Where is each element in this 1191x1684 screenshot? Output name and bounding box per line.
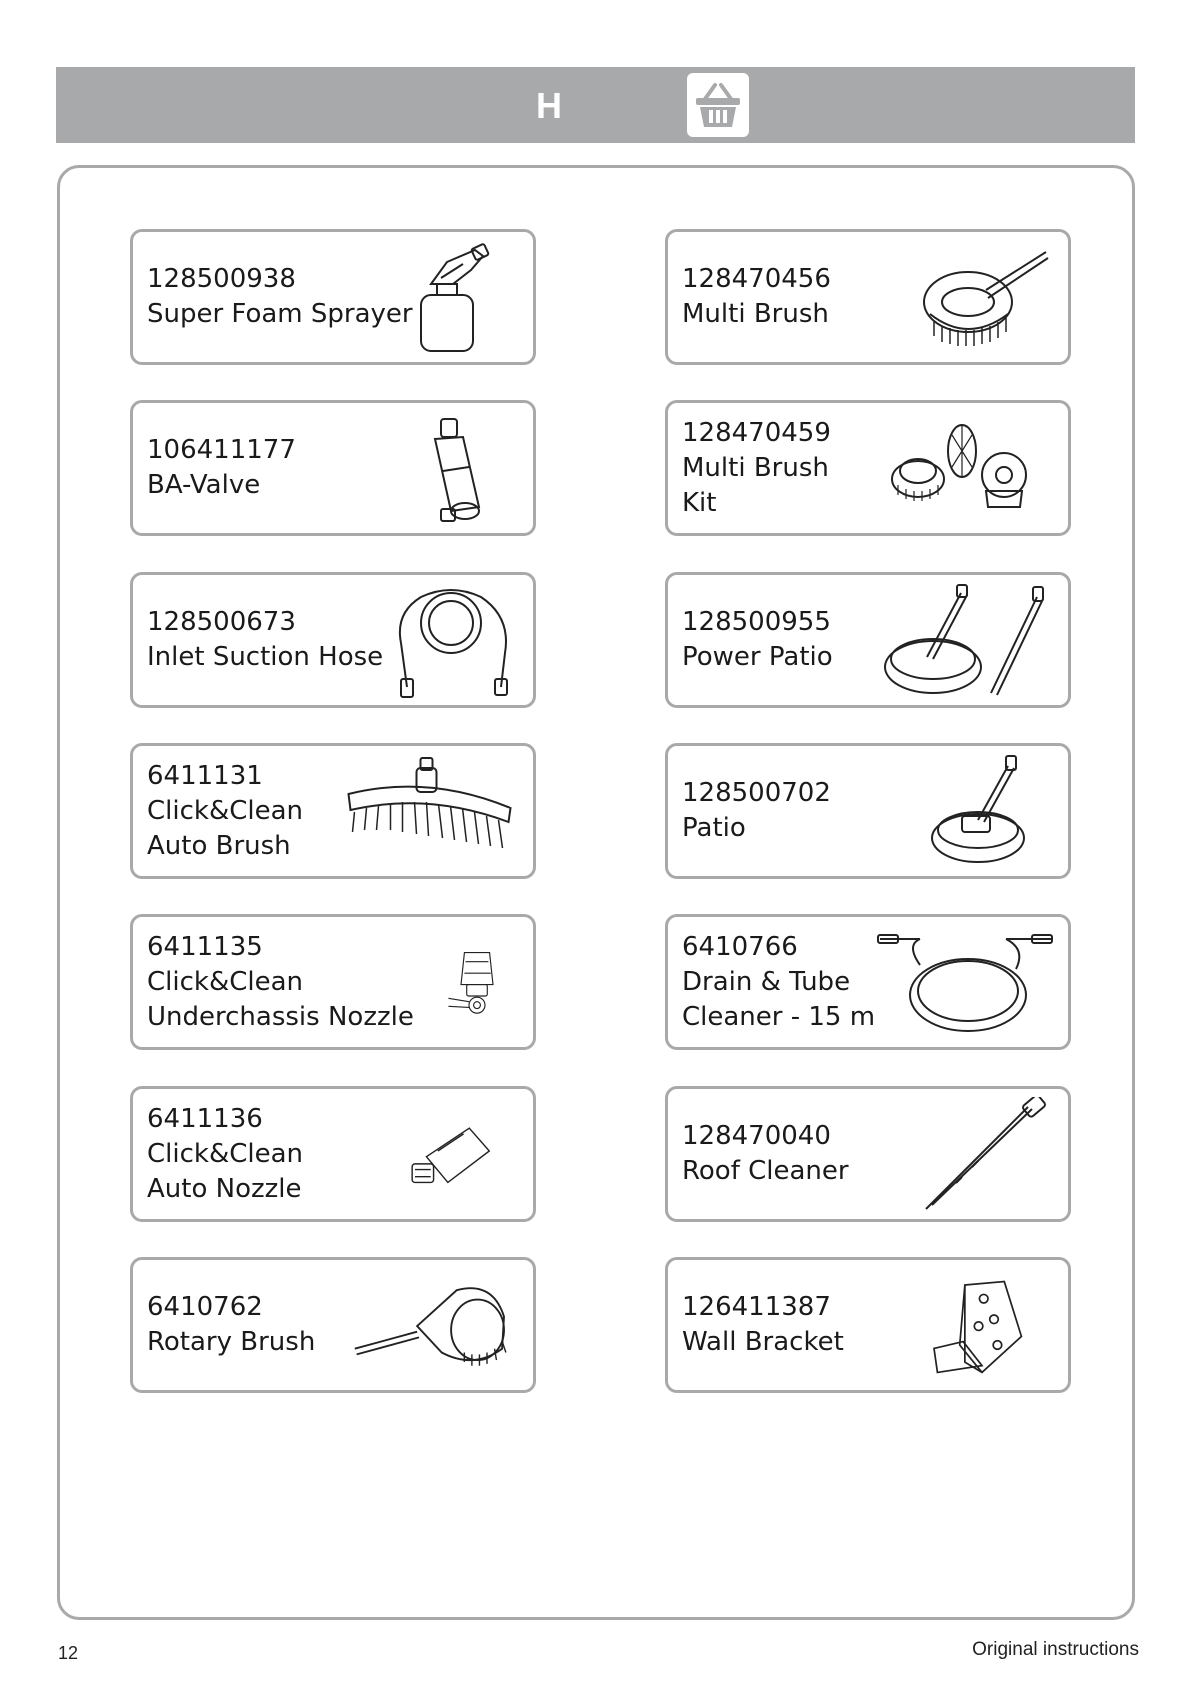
roof-cleaner-icon bbox=[916, 1097, 1056, 1215]
part-number: 128470040 bbox=[682, 1121, 831, 1151]
rotary-brush-icon bbox=[351, 1268, 521, 1386]
accessory-card bbox=[130, 1257, 536, 1393]
accessory-name: Rotary Brush bbox=[147, 1327, 316, 1357]
part-number: 128500702 bbox=[682, 778, 831, 808]
part-number: 6411135 bbox=[147, 931, 263, 962]
accessory-name: Multi Brush bbox=[682, 452, 829, 483]
multi-brush-icon bbox=[916, 240, 1056, 358]
accessory-card bbox=[130, 400, 536, 536]
accessory-card bbox=[665, 743, 1071, 879]
section-letter: H bbox=[536, 85, 562, 126]
drain-tube-cleaner-icon bbox=[876, 925, 1056, 1043]
part-number: 6411136 bbox=[147, 1103, 263, 1134]
auto-nozzle-icon bbox=[405, 1097, 505, 1215]
accessory-name: Auto Nozzle bbox=[147, 1173, 302, 1204]
accessory-name: Roof Cleaner bbox=[682, 1156, 849, 1186]
part-number: 106411177 bbox=[147, 435, 296, 465]
underchassis-nozzle-icon bbox=[437, 925, 517, 1043]
power-patio-icon bbox=[866, 583, 1056, 701]
accessory-name: Underchassis Nozzle bbox=[147, 1001, 414, 1032]
part-number: 128500938 bbox=[147, 264, 296, 294]
auto-brush-icon bbox=[336, 754, 521, 872]
accessory-card bbox=[130, 572, 536, 708]
accessory-name: Multi Brush bbox=[682, 299, 829, 329]
accessory-card bbox=[130, 743, 536, 879]
accessory-name: Kit bbox=[682, 487, 717, 518]
accessory-name: Drain & Tube bbox=[682, 966, 851, 997]
multi-brush-kit-icon bbox=[860, 411, 1060, 529]
part-number: 6410762 bbox=[147, 1292, 263, 1322]
accessory-card bbox=[665, 914, 1071, 1050]
accessory-card bbox=[130, 229, 536, 365]
accessory-name: Auto Brush bbox=[147, 830, 291, 861]
accessory-card bbox=[665, 229, 1071, 365]
accessory-name: Power Patio bbox=[682, 642, 833, 672]
part-number: 128500955 bbox=[682, 607, 831, 637]
accessory-name: Click&Clean bbox=[147, 966, 304, 997]
foam-sprayer-icon bbox=[381, 240, 521, 358]
accessory-name: Cleaner - 15 m bbox=[682, 1001, 876, 1032]
accessory-name: Click&Clean bbox=[147, 1138, 304, 1169]
accessory-card bbox=[130, 1086, 536, 1222]
suction-hose-icon bbox=[381, 583, 521, 701]
part-number: 128470456 bbox=[682, 264, 831, 294]
accessories-panel bbox=[57, 165, 1135, 1620]
accessory-name: Click&Clean bbox=[147, 795, 304, 826]
part-number: 6410766 bbox=[682, 931, 798, 962]
accessory-name: BA-Valve bbox=[147, 470, 261, 500]
footer-label: Original instructions bbox=[972, 1639, 1139, 1660]
accessory-card bbox=[665, 1257, 1071, 1393]
section-header-bar bbox=[56, 67, 1135, 143]
ba-valve-icon bbox=[381, 411, 521, 529]
accessory-card bbox=[665, 572, 1071, 708]
accessory-name: Super Foam Sprayer bbox=[147, 299, 413, 329]
part-number: 6411131 bbox=[147, 760, 263, 791]
accessory-card bbox=[130, 914, 536, 1050]
patio-icon bbox=[916, 754, 1056, 872]
accessory-card bbox=[665, 400, 1071, 536]
accessory-card bbox=[665, 1086, 1071, 1222]
accessory-name: Wall Bracket bbox=[682, 1327, 844, 1357]
wall-bracket-icon bbox=[922, 1268, 1042, 1386]
part-number: 128470459 bbox=[682, 417, 831, 448]
accessory-name: Inlet Suction Hose bbox=[147, 642, 384, 672]
accessory-name: Patio bbox=[682, 813, 746, 843]
basket-icon bbox=[687, 73, 749, 137]
part-number: 128500673 bbox=[147, 607, 296, 637]
part-number: 126411387 bbox=[682, 1292, 831, 1322]
page-number: 12 bbox=[58, 1643, 79, 1663]
